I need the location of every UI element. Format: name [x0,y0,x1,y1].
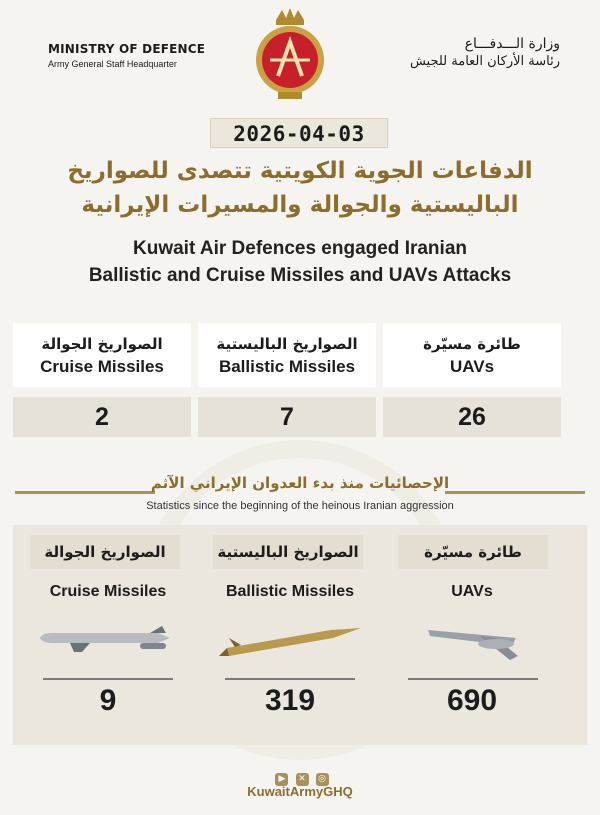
section-divider-left [15,491,155,494]
title-ar-line-2: الباليستية والجوالة والمسيرات الإيرانية [81,192,519,218]
cum-uav-en: UAVs [451,583,493,600]
today-cruise-ar: الصواريخ الجوالة [41,335,163,353]
today-card-cruise [13,323,191,387]
youtube-icon[interactable]: ▶ [275,773,288,786]
today-card-uav [383,323,561,387]
uav-drone-icon [420,618,570,662]
section-heading-ar: الإحصائيات منذ بدء العدوان الإيراني الآثم [150,474,450,492]
today-card-ballistic [198,323,376,387]
social-handle[interactable]: KuwaitArmyGHQ [247,784,353,799]
today-ballistic-value: 7 [198,397,376,437]
title-english [20,235,580,289]
today-cruise-value: 2 [13,397,191,437]
title-en-line-1: Kuwait Air Defences engaged Iranian [133,238,467,259]
header-arabic [380,36,560,69]
ministry-name-en: MINISTRY OF DEFENCE [48,42,206,56]
cum-uav-divider [408,678,538,680]
cum-cruise-value: 9 [99,684,117,717]
title-ar-line-1: الدفاعات الجوية الكويتية تتصدى للصواريخ [67,158,533,184]
cum-uav-ar: طائرة مسيّرة [398,535,548,569]
header-english [48,42,208,69]
section-heading-en: Statistics since the beginning of the heinous Iranian aggression [146,500,454,512]
instagram-icon[interactable]: ◎ [316,773,329,786]
title-arabic [30,154,570,222]
cum-ballistic-ar: الصواريخ الباليستية [213,535,363,569]
section-divider-right [445,491,585,494]
hq-name-ar: رئاسة الأركان العامة للجيش [409,54,560,69]
today-uav-ar: طائرة مسيّرة [423,335,521,353]
ministry-emblem-icon [248,6,332,102]
today-uav-value: 26 [383,397,561,437]
cum-cruise-divider [43,678,173,680]
today-ballistic-en: Ballistic Missiles [218,357,356,376]
cum-ballistic-divider [225,678,355,680]
cum-uav-value: 690 [446,684,498,717]
hq-name-en: Army General Staff Headquarter [48,59,177,69]
cum-ballistic-en: Ballistic Missiles [225,583,355,600]
ministry-name-ar: وزارة الـــدفـــاع [464,36,560,52]
cum-cruise-ar: الصواريخ الجوالة [30,535,180,569]
today-uav-en: UAVs [449,357,495,376]
cum-ballistic-value: 319 [264,684,316,717]
cruise-missile-icon [30,618,180,662]
x-icon[interactable]: ✕ [296,773,309,786]
cum-cruise-en: Cruise Missiles [49,583,167,600]
report-date: 2026-04-03 [210,118,388,148]
title-en-line-2: Ballistic and Cruise Missiles and UAVs Attacks [88,265,512,286]
today-ballistic-ar: الصواريخ الباليستية [216,335,358,353]
social-icons [262,766,342,782]
ballistic-missile-icon [215,618,365,662]
today-cruise-en: Cruise Missiles [40,357,164,376]
